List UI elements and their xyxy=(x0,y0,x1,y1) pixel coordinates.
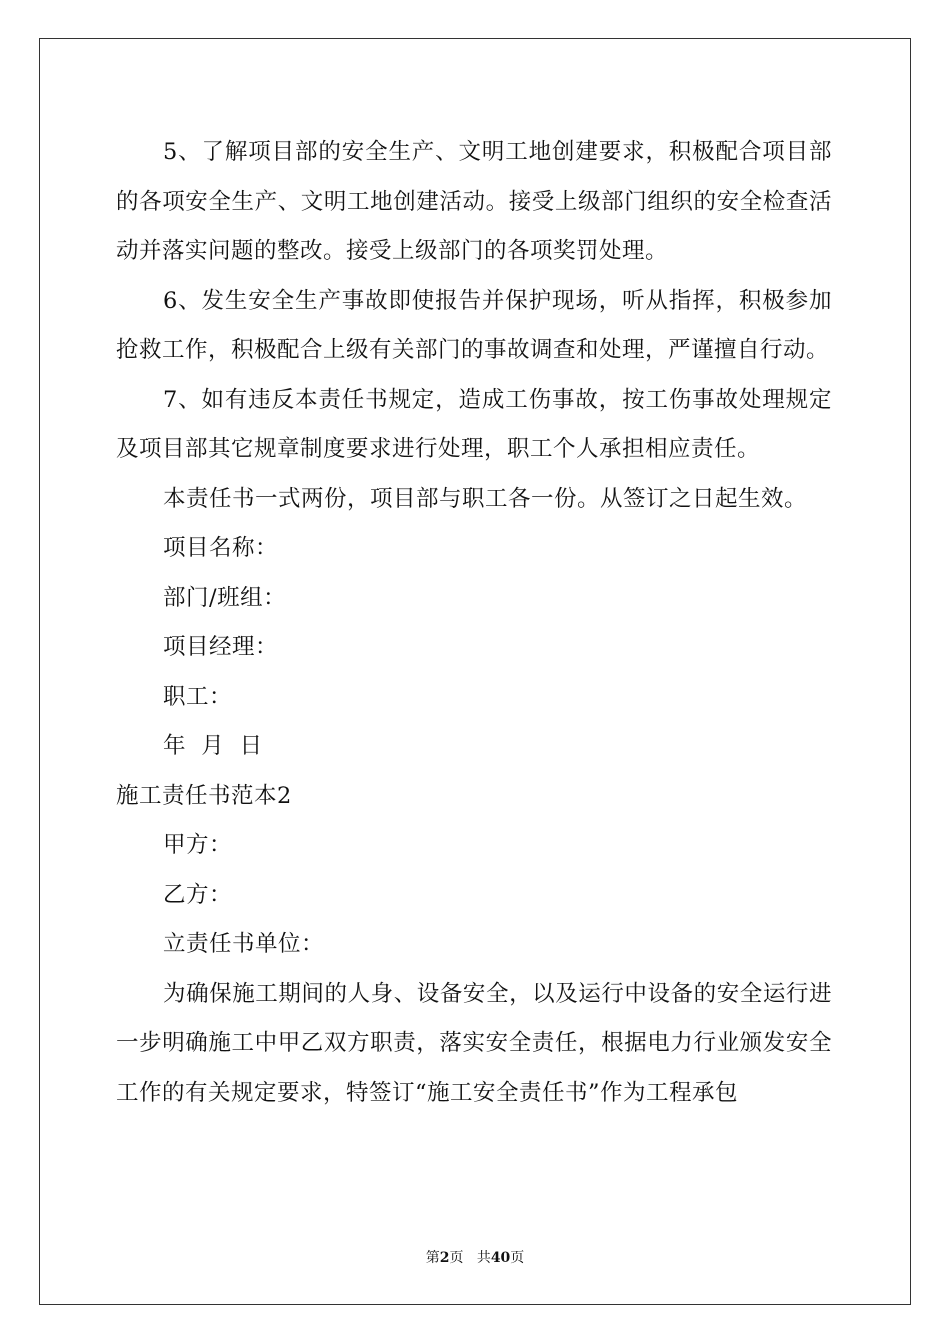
page-prefix: 第 xyxy=(425,1250,440,1266)
paragraph-item-6: 6、发生安全生产事故即使报告并保护现场，听从指挥，积极参加抢救工作，积极配合上级有关部门的事故调查和处理，严谨擅自行动。 xyxy=(116,287,832,363)
field-date: 年 月 日 xyxy=(163,733,263,759)
page-number: 2 xyxy=(439,1250,450,1266)
field-department: 部门/班组： xyxy=(163,584,287,611)
field-project-name: 项目名称： xyxy=(163,535,279,561)
paragraph-item-7: 7、如有违反本责任书规定，造成工伤事故，按工伤事故处理规定及项目部其它规章制度要求进行处理，职工个人承担相应责任。 xyxy=(116,386,832,462)
field-party-a: 甲方： xyxy=(163,832,233,858)
section-title: 施工责任书范本2 xyxy=(116,782,292,809)
paragraph-purpose: 为确保施工期间的人身、设备安全，以及运行中设备的安全运行进一步明确施工中甲乙双方职责，落实安全责任，根据电力行业颁发安全工作的有关规定要求，特签订“施工安全责任书”作为工程承包 xyxy=(116,980,832,1106)
page-suffix: 页 xyxy=(449,1250,464,1266)
document-body xyxy=(116,128,832,1118)
field-party-b: 乙方： xyxy=(163,881,233,908)
paragraph-item-5: 5、了解项目部的安全生产、文明工地创建要求，积极配合项目部的各项安全生产、文明工地创建活动。接受上级部门组织的安全检查活动并落实问题的整改。接受上级部门的各项奖罚处理。 xyxy=(116,139,832,264)
field-project-manager: 项目经理： xyxy=(163,634,279,660)
paragraph-validity: 本责任书一式两份，项目部与职工各一份。从签订之日起生效。 xyxy=(163,485,808,512)
total-suffix: 页 xyxy=(510,1250,525,1266)
page-footer xyxy=(0,1247,950,1267)
field-employee: 职工： xyxy=(163,683,233,710)
total-prefix: 共 xyxy=(476,1250,491,1266)
field-responsible-unit: 立责任书单位： xyxy=(163,931,325,957)
total-pages: 40 xyxy=(490,1250,511,1266)
